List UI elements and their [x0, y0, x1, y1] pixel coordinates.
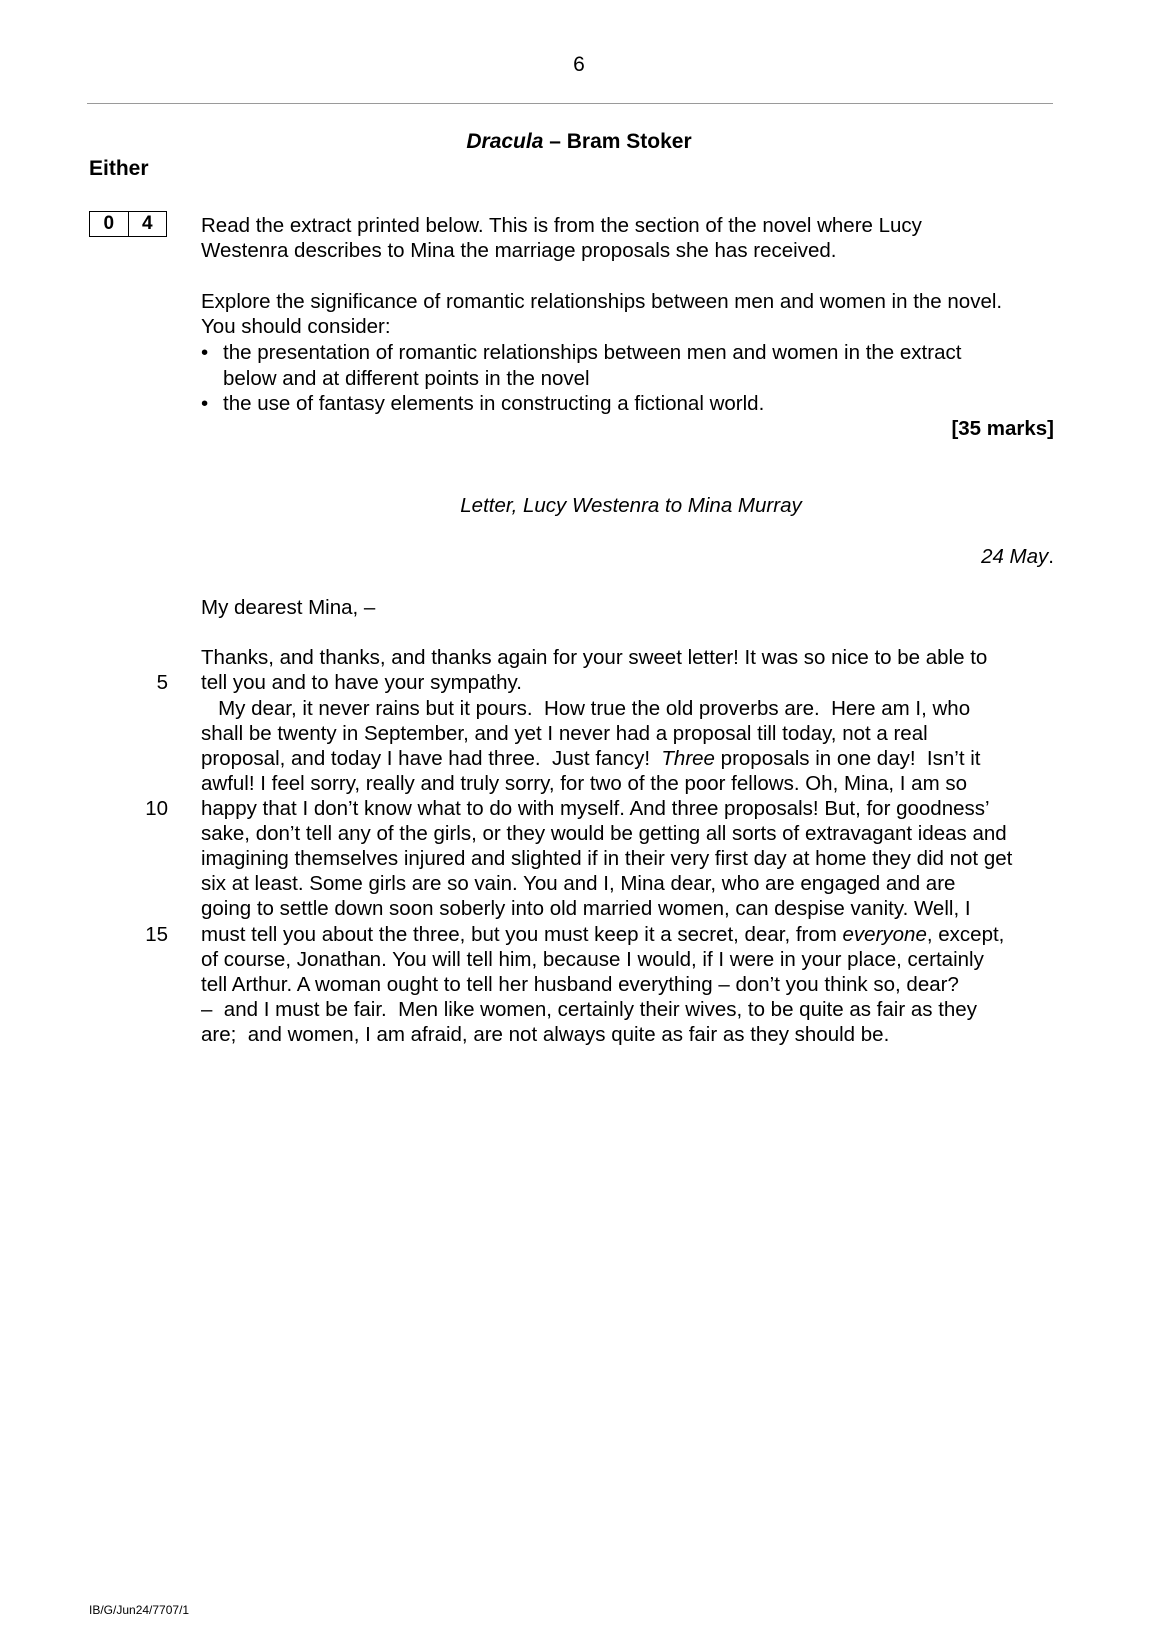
task-line-1: Explore the significance of romantic relationships between men and women in the novel. [201, 290, 1003, 313]
letter-date-text: 24 May [981, 545, 1049, 568]
extract-line-3: My dear, it never rains but it pours. How true the old proverbs are. Here am I, who [201, 697, 971, 720]
line-number-10: 10 [145, 797, 168, 820]
line-number-15: 15 [145, 923, 168, 946]
novel-title: Dracula [466, 130, 544, 153]
extract-line-4: shall be twenty in September, and yet I never had a proposal till today, not a real [201, 722, 928, 745]
footer-code: IB/G/Jun24/7707/1 [89, 1603, 190, 1617]
extract-line-13: of course, Jonathan. You will tell him, because I would, if I were in your place, certainly [201, 948, 984, 971]
page-number: 6 [573, 53, 585, 76]
extract-line-6: awful! I feel sorry, really and truly sorry, for two of the poor fellows. Oh, Mina, I am so [201, 772, 967, 795]
extract-line-5-a: proposal, and today I have had three. Just fancy! [201, 747, 662, 770]
question-digit-1: 0 [103, 213, 115, 234]
extract-line-14: tell Arthur. A woman ought to tell her husband everything – don’t you think so, dear? [201, 973, 959, 996]
extract-line-9: imagining themselves injured and slighted if in their very first day at home they did not get [201, 847, 1013, 870]
letter-date [981, 545, 1054, 569]
intro-line-2: Westenra describes to Mina the marriage proposals she has received. [201, 239, 837, 262]
task-line-2: You should consider: [201, 315, 391, 338]
author: – Bram Stoker [543, 130, 692, 153]
extract-line-16: are; and women, I am afraid, are not always quite as fair as they should be. [201, 1023, 890, 1046]
section-title [0, 130, 1158, 154]
extract-line-15: – and I must be fair. Men like women, certainly their wives, to be quite as fair as they [201, 998, 977, 1021]
header-rule [87, 103, 1053, 104]
bullet-dot: • [201, 392, 209, 415]
salutation: My dearest Mina, – [201, 596, 376, 619]
marks: [35 marks] [951, 417, 1054, 440]
intro-line-1: Read the extract printed below. This is from the section of the novel where Lucy [201, 214, 922, 237]
bullet-dot: • [201, 341, 209, 364]
bullet-2-line-1: the use of fantasy elements in constructing a fictional world. [223, 392, 765, 415]
extract-line-11: going to settle down soon soberly into old married women, can despise vanity. Well, I [201, 897, 971, 920]
letter-title: Letter, Lucy Westenra to Mina Murray [460, 494, 802, 517]
extract-line-2: tell you and to have your sympathy. [201, 671, 522, 694]
extract-line-7: happy that I don’t know what to do with myself. And three proposals! But, for goodness’ [201, 797, 990, 820]
bullet-1-line-2: below and at different points in the novel [223, 367, 590, 390]
letter-date-suffix: . [1048, 545, 1054, 568]
either-label: Either [89, 157, 149, 180]
extract-line-12-italic: everyone [842, 923, 927, 946]
extract-line-12-b: , except, [926, 923, 1005, 946]
extract-line-5 [201, 746, 980, 772]
extract-line-12-a: must tell you about the three, but you must keep it a secret, dear, from [201, 923, 843, 946]
bullet-1-line-1: the presentation of romantic relationships between men and women in the extract [223, 341, 962, 364]
extract-line-8: sake, don’t tell any of the girls, or they would be getting all sorts of extravagant ideas and [201, 822, 1007, 845]
question-number-box [89, 211, 167, 237]
extract-line-5-b: proposals in one day! Isn’t it [714, 747, 981, 770]
line-number-5: 5 [156, 671, 168, 694]
extract-line-1: Thanks, and thanks, and thanks again for your sweet letter! It was so nice to be able to [201, 646, 988, 669]
extract-line-5-italic: Three [661, 747, 715, 770]
extract-line-10: six at least. Some girls are so vain. You and I, Mina dear, who are engaged and are [201, 872, 956, 895]
question-digit-2: 4 [128, 212, 167, 236]
extract-line-12 [201, 922, 1004, 948]
